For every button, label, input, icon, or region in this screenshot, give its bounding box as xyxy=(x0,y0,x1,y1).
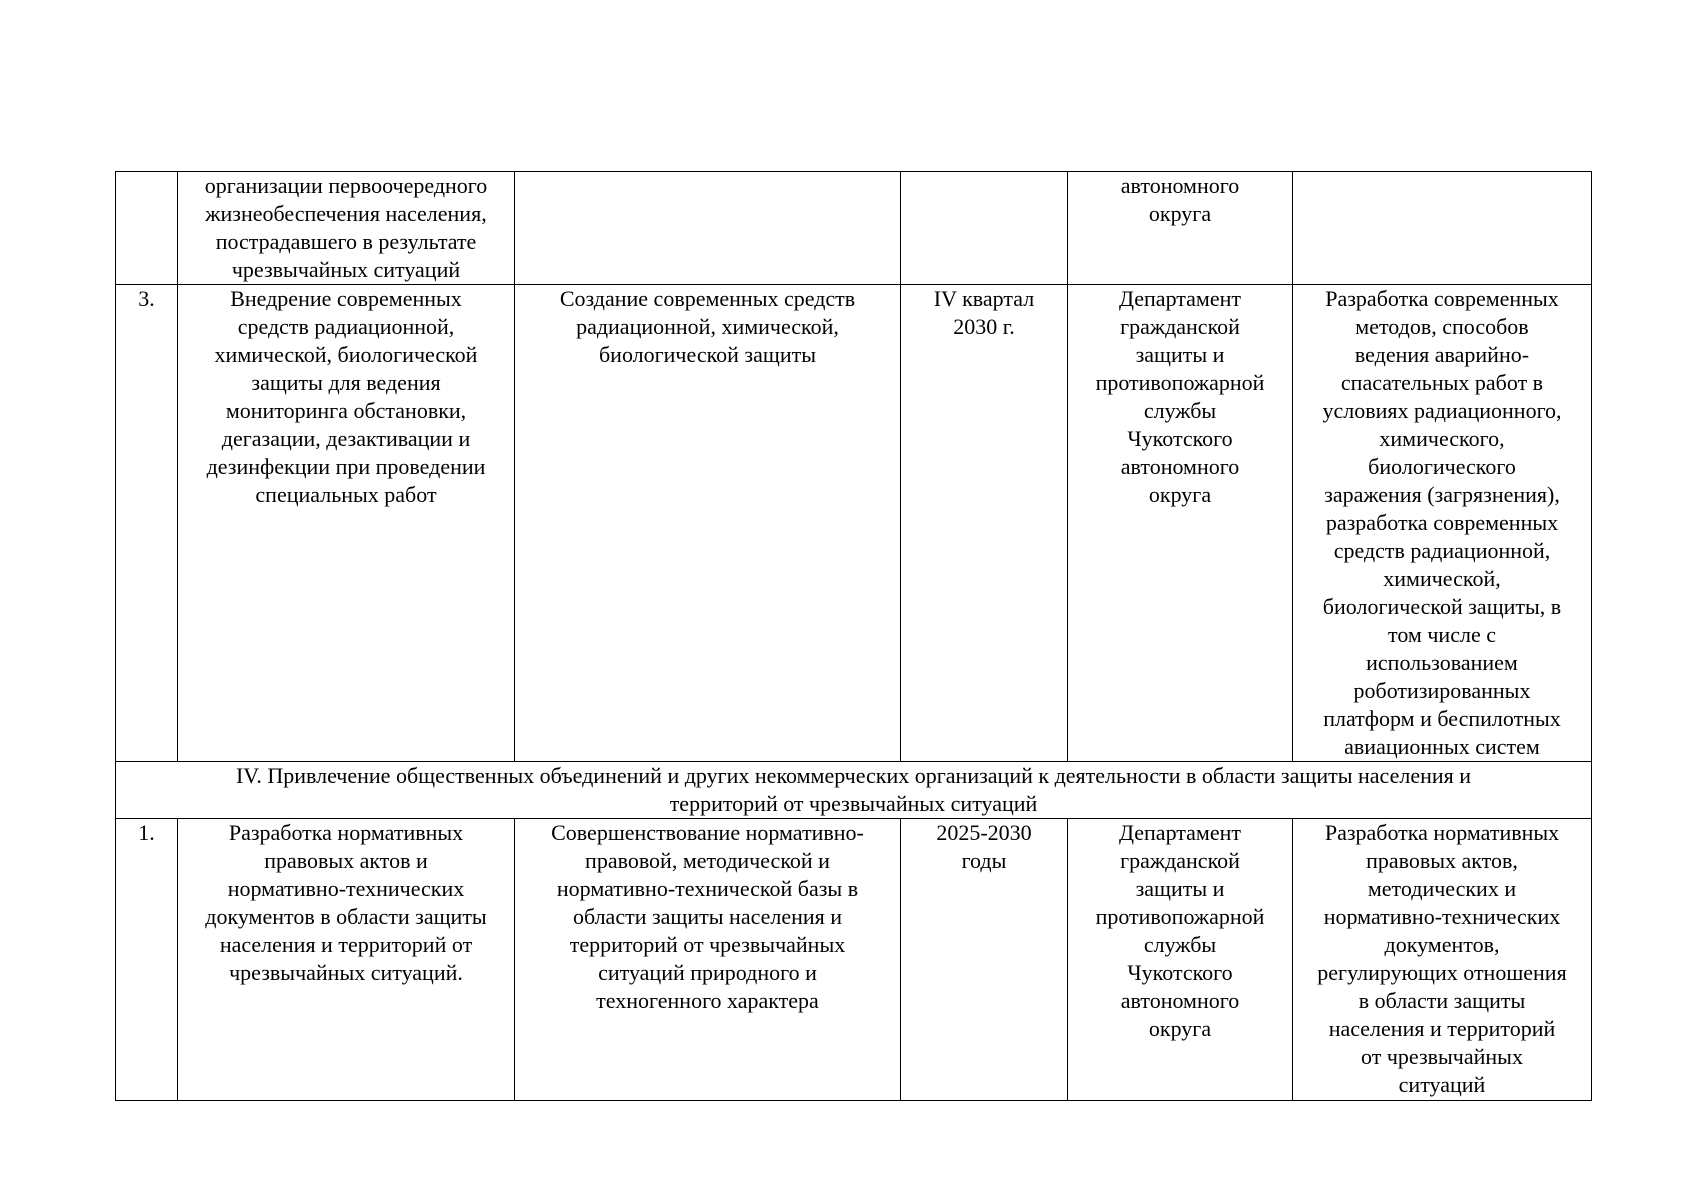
row-number-cell: 3. xyxy=(116,285,178,762)
section-header-row xyxy=(116,762,1592,819)
section-title: IV. Привлечение общественных объединений и других некоммерческих организаций к деятельности в области защиты населения и территорий от чрезвычайных ситуаций xyxy=(116,762,1592,819)
row-number-cell xyxy=(116,172,178,285)
outcome-cell: Разработка современных методов, способов ведения аварийно- спасательных работ в условиях радиационного, химического, биологического заражения (загрязнения), разработка современных средств радиационной, химической, биологической защиты, в том числе с использованием роботизированных платформ и беспилотных авиационных систем xyxy=(1293,285,1592,762)
outcome-cell xyxy=(1293,172,1592,285)
executor-cell: Департамент гражданской защиты и противопожарной службы Чукотского автономного округа xyxy=(1068,285,1293,762)
executor-cell: Департамент гражданской защиты и противопожарной службы Чукотского автономного округа xyxy=(1068,819,1293,1101)
table-row xyxy=(116,285,1592,762)
table-row xyxy=(116,172,1592,285)
term-cell xyxy=(901,172,1068,285)
event-cell: Внедрение современных средств радиационной, химической, биологической защиты для ведения мониторинга обстановки, дегазации, дезактивации и дезинфекции при проведении специальных работ xyxy=(178,285,515,762)
outcome-cell: Разработка нормативных правовых актов, методических и нормативно-технических документов, регулирующих отношения в области защиты населения и территорий от чрезвычайных ситуаций xyxy=(1293,819,1592,1101)
term-cell: 2025-2030 годы xyxy=(901,819,1068,1101)
row-number-cell: 1. xyxy=(116,819,178,1101)
event-cell: Разработка нормативных правовых актов и нормативно-технических документов в области защиты населения и территорий от чрезвычайных ситуаций. xyxy=(178,819,515,1101)
event-cell: организации первоочередного жизнеобеспечения населения, пострадавшего в результате чрезвычайных ситуаций xyxy=(178,172,515,285)
result-cell: Создание современных средств радиационной, химической, биологической защиты xyxy=(515,285,901,762)
table-row xyxy=(116,819,1592,1101)
executor-cell: автономного округа xyxy=(1068,172,1293,285)
result-cell xyxy=(515,172,901,285)
result-cell: Совершенствование нормативно- правовой, методической и нормативно-технической базы в области защиты населения и территорий от чрезвычайных ситуаций природного и техногенного характера xyxy=(515,819,901,1101)
term-cell: IV квартал 2030 г. xyxy=(901,285,1068,762)
measures-table xyxy=(115,171,1592,1101)
